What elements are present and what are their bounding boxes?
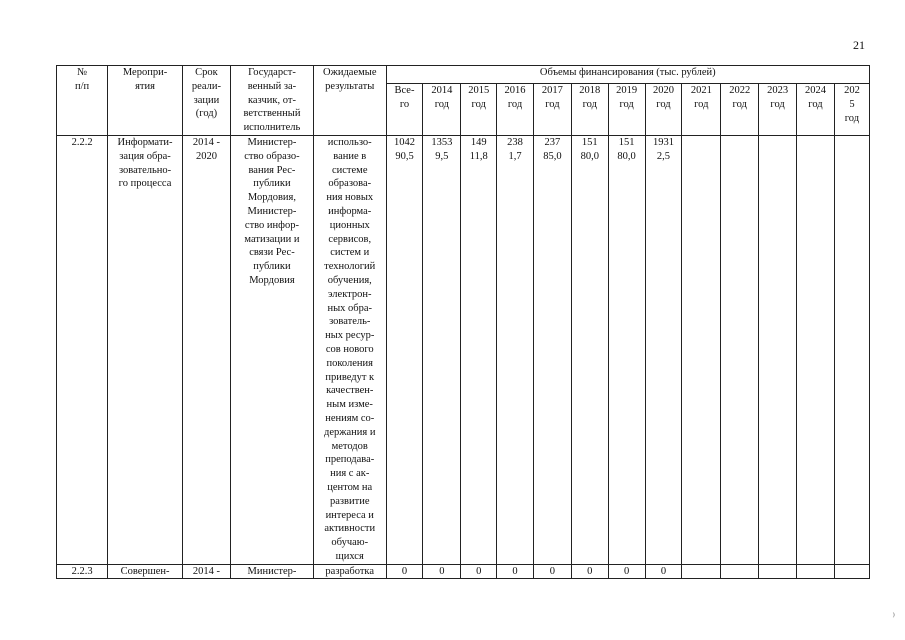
header-year: 2022 год [721,84,759,136]
page-number: 21 [853,38,865,52]
table-row [57,564,870,579]
row-event: Совершен- [108,564,183,579]
header-year: 202 5 год [834,84,869,136]
header-year: 2023 год [759,84,797,136]
row-value [721,564,759,579]
row-term: 2014 - [182,564,230,579]
row-value: 0 [533,564,571,579]
row-value: 0 [645,564,682,579]
header-year: 2020 год [645,84,682,136]
row-results: разработка [313,564,386,579]
row-value [682,135,721,564]
header-results: Ожидаемые результаты [313,66,386,136]
row-value: 1353 9,5 [423,135,461,564]
row-results: использо- вание в системе образова- ния новых информа- ционных сервисов, систем и технологий обучения, электрон- ных обра- зователь- ных ресур- сов нового поколения приведут к качествен- ным изме- нениям со- держания и методов преподава- ния с ак- центом на развитие интереса и активности обучаю- щихся [313,135,386,564]
row-value [721,135,759,564]
funding-table [56,65,870,579]
row-value [797,564,835,579]
header-event: Меропри- ятия [108,66,183,136]
row-value: 237 85,0 [533,135,571,564]
header-total: Все- го [386,84,423,136]
row-value: 149 11,8 [461,135,497,564]
header-year: 2019 год [608,84,645,136]
row-value [759,564,797,579]
row-value [797,135,835,564]
row-value [834,135,869,564]
row-term: 2014 - 2020 [182,135,230,564]
header-year: 2018 год [571,84,608,136]
header-year: 2017 год [533,84,571,136]
row-customer: Министер- ство образо- вания Рес- публики Мордовия, Министер- ство инфор- матизации и связи Рес- публики Мордовия [231,135,314,564]
row-value: 0 [461,564,497,579]
row-value: 0 [571,564,608,579]
header-customer: Государст- венный за- казчик, от- ветственный исполнитель [231,66,314,136]
row-value: 1931 2,5 [645,135,682,564]
row-value [682,564,721,579]
row-value [759,135,797,564]
scan-artifact: ⁾ [892,612,895,623]
row-total: 1042 90,5 [386,135,423,564]
header-year: 2014 год [423,84,461,136]
header-funding: Объемы финансирования (тыс. рублей) [386,66,869,84]
table-row [57,135,870,564]
row-num: 2.2.3 [57,564,108,579]
row-value: 0 [497,564,534,579]
row-value: 0 [423,564,461,579]
header-year: 2024 год [797,84,835,136]
row-value: 238 1,7 [497,135,534,564]
header-year: 2015 год [461,84,497,136]
row-event: Информати- зация обра- зовательно- го процесса [108,135,183,564]
row-value: 0 [608,564,645,579]
row-num: 2.2.2 [57,135,108,564]
row-total: 0 [386,564,423,579]
header-year: 2021 год [682,84,721,136]
header-num: № п/п [57,66,108,136]
header-year: 2016 год [497,84,534,136]
row-customer: Министер- [231,564,314,579]
header-term: Срок реали- зации (год) [182,66,230,136]
row-value: 151 80,0 [608,135,645,564]
row-value: 151 80,0 [571,135,608,564]
row-value [834,564,869,579]
